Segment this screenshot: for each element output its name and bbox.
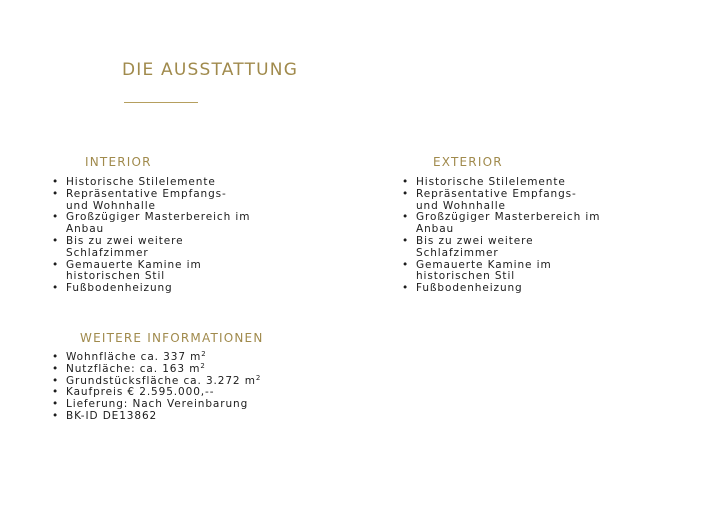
list-item bbox=[52, 283, 250, 295]
list-item-text: Schlafzimmer bbox=[66, 246, 149, 259]
list-item-text: Anbau bbox=[66, 223, 105, 236]
kaufpreis-text: Kaufpreis € 2.595.000,-- bbox=[66, 386, 215, 399]
list-item bbox=[402, 283, 600, 295]
title-underline bbox=[124, 102, 198, 103]
list-item-text: • Großzügiger Masterbereich im bbox=[66, 211, 251, 224]
list-item-text: historischen Stil bbox=[66, 270, 166, 283]
superscript-two: 2 bbox=[201, 350, 207, 358]
nutzflaeche-text: Nutzfläche: ca. 163 m bbox=[66, 362, 201, 375]
list-item bbox=[52, 212, 250, 236]
weitere-informationen-section bbox=[52, 330, 264, 422]
list-item-text: • Historische Stilelemente bbox=[66, 176, 216, 188]
exterior-list bbox=[402, 177, 600, 295]
list-item bbox=[402, 189, 600, 213]
list-item-text: • Bis zu zwei weitere bbox=[416, 234, 534, 247]
page-title: DIE AUSSTATTUNG bbox=[122, 60, 299, 80]
list-item-text: • Repräsentative Empfangs- bbox=[416, 187, 577, 200]
interior-list bbox=[52, 177, 250, 295]
list-item-text: Anbau bbox=[416, 223, 455, 236]
exterior-heading: EXTERIOR bbox=[433, 155, 503, 169]
list-item-text: Schlafzimmer bbox=[416, 246, 499, 259]
list-item bbox=[52, 189, 250, 213]
list-item-text: • Großzügiger Masterbereich im bbox=[416, 211, 601, 224]
list-item-text: • Fußbodenheizung bbox=[66, 282, 173, 295]
superscript-two: 2 bbox=[200, 361, 206, 370]
list-item-text: und Wohnhalle bbox=[416, 199, 506, 212]
list-item-text: und Wohnhalle bbox=[66, 199, 156, 212]
list-item-text: • Bis zu zwei weitere bbox=[66, 234, 184, 247]
weitere-informationen-heading: WEITERE INFORMATIONEN bbox=[80, 331, 264, 345]
list-item bbox=[52, 236, 250, 260]
bk-id-text: BK-ID DE13862 bbox=[66, 409, 158, 422]
list-item bbox=[402, 260, 600, 284]
lieferung-text: Lieferung: Nach Vereinbarung bbox=[66, 398, 249, 411]
list-item-text: historischen Stil bbox=[416, 270, 516, 283]
list-item-text: • Gemauerte Kamine im bbox=[66, 258, 202, 271]
list-item bbox=[52, 260, 250, 284]
list-item-text: • Fußbodenheizung bbox=[416, 282, 523, 295]
weitere-informationen-list bbox=[52, 352, 261, 423]
list-item bbox=[402, 236, 600, 260]
exterior-section bbox=[402, 154, 601, 295]
wohnflaeche-text: Wohnfläche ca. 337 m bbox=[66, 351, 202, 363]
list-item bbox=[402, 212, 600, 236]
list-item-text: • Historische Stilelemente bbox=[416, 176, 566, 188]
superscript-two: 2 bbox=[255, 373, 262, 382]
list-item-text: • Gemauerte Kamine im bbox=[416, 258, 552, 271]
interior-section bbox=[52, 154, 251, 295]
list-item-text: • Repräsentative Empfangs- bbox=[66, 187, 227, 200]
grundstuecksflaeche-text: Grundstücksfläche ca. 3.272 m bbox=[66, 374, 256, 387]
interior-heading: INTERIOR bbox=[85, 155, 152, 169]
list-item-bk-id bbox=[52, 411, 261, 423]
